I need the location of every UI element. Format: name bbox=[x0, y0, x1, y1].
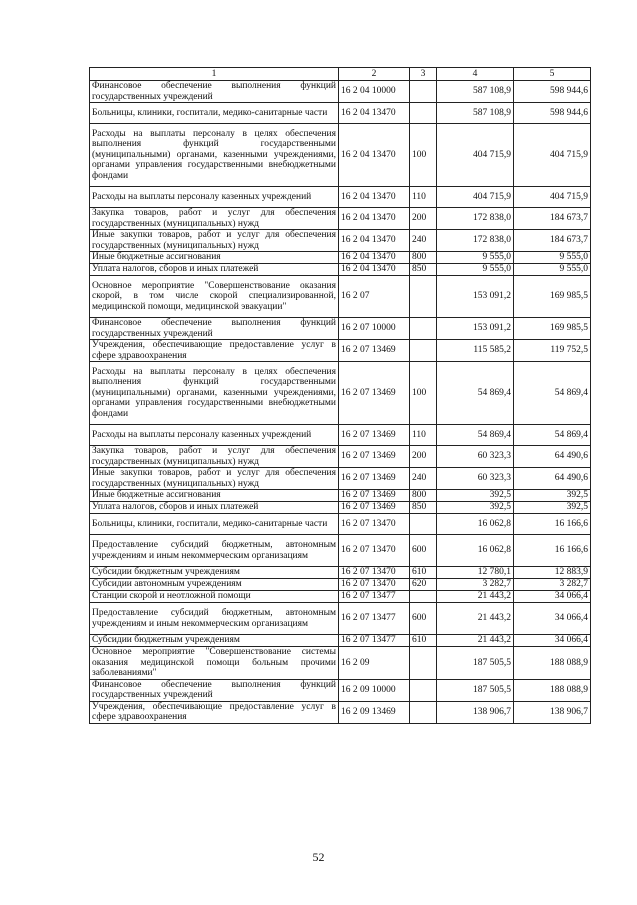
row-code: 16 2 07 13469 bbox=[339, 502, 410, 514]
row-value-col5: 169 985,5 bbox=[514, 276, 591, 318]
row-code: 16 2 04 13470 bbox=[339, 230, 410, 252]
table-row bbox=[90, 502, 591, 514]
row-value-col4: 404 715,9 bbox=[437, 187, 514, 208]
row-expense-type: 600 bbox=[410, 535, 437, 567]
table-row bbox=[90, 208, 591, 230]
row-code: 16 2 04 13470 bbox=[339, 208, 410, 230]
row-value-col4: 138 906,7 bbox=[437, 701, 514, 723]
table-row bbox=[90, 318, 591, 340]
row-code: 16 2 07 bbox=[339, 276, 410, 318]
row-expense-type: 100 bbox=[410, 362, 437, 425]
row-value-col4: 60 323,3 bbox=[437, 446, 514, 468]
row-value-col4: 54 869,4 bbox=[437, 425, 514, 446]
row-expense-type bbox=[410, 340, 437, 362]
table-row bbox=[90, 340, 591, 362]
row-value-col5: 188 088,9 bbox=[514, 647, 591, 680]
row-value-col5: 16 166,6 bbox=[514, 535, 591, 567]
row-code: 16 2 04 13470 bbox=[339, 187, 410, 208]
row-code: 16 2 07 13469 bbox=[339, 446, 410, 468]
table-row bbox=[90, 591, 591, 603]
header-col-5: 5 bbox=[514, 68, 591, 81]
row-expense-type: 850 bbox=[410, 264, 437, 276]
row-value-col5: 9 555,0 bbox=[514, 264, 591, 276]
row-name: Субсидии бюджетным учреждениям bbox=[90, 635, 339, 647]
row-value-col4: 153 091,2 bbox=[437, 276, 514, 318]
row-expense-type: 110 bbox=[410, 187, 437, 208]
row-name: Закупка товаров, работ и услуг для обеспечения государственных (муниципальных) нужд bbox=[90, 208, 339, 230]
row-expense-type bbox=[410, 514, 437, 535]
row-code: 16 2 07 13470 bbox=[339, 579, 410, 591]
table-row bbox=[90, 252, 591, 264]
row-value-col4: 60 323,3 bbox=[437, 468, 514, 490]
row-value-col4: 187 505,5 bbox=[437, 647, 514, 680]
row-name: Финансовое обеспечение выполнения функций государственных учреждений bbox=[90, 318, 339, 340]
row-value-col4: 187 505,5 bbox=[437, 679, 514, 701]
row-name: Иные закупки товаров, работ и услуг для обеспечения государственных (муниципальных) нужд bbox=[90, 468, 339, 490]
row-value-col4: 16 062,8 bbox=[437, 514, 514, 535]
row-name: Иные бюджетные ассигнования bbox=[90, 252, 339, 264]
row-value-col4: 9 555,0 bbox=[437, 252, 514, 264]
budget-table bbox=[89, 67, 591, 724]
row-name: Основное мероприятие "Совершенствование системы оказания медицинской помощи больным прочими заболеваниями" bbox=[90, 647, 339, 680]
row-value-col5: 3 282,7 bbox=[514, 579, 591, 591]
row-value-col5: 392,5 bbox=[514, 490, 591, 502]
row-expense-type: 110 bbox=[410, 425, 437, 446]
table-row bbox=[90, 103, 591, 124]
row-name: Иные закупки товаров, работ и услуг для обеспечения государственных (муниципальных) нужд bbox=[90, 230, 339, 252]
row-expense-type bbox=[410, 276, 437, 318]
row-value-col5: 34 066,4 bbox=[514, 603, 591, 635]
row-expense-type bbox=[410, 647, 437, 680]
row-value-col5: 34 066,4 bbox=[514, 635, 591, 647]
row-code: 16 2 07 13469 bbox=[339, 425, 410, 446]
row-name: Станции скорой и неотложной помощи bbox=[90, 591, 339, 603]
table-row bbox=[90, 264, 591, 276]
row-name: Больницы, клиники, госпитали, медико-санитарные части bbox=[90, 514, 339, 535]
row-value-col4: 21 443,2 bbox=[437, 635, 514, 647]
row-value-col5: 404 715,9 bbox=[514, 124, 591, 187]
row-value-col4: 54 869,4 bbox=[437, 362, 514, 425]
row-name: Финансовое обеспечение выполнения функций государственных учреждений bbox=[90, 81, 339, 103]
table-row bbox=[90, 362, 591, 425]
table-row bbox=[90, 446, 591, 468]
table-row bbox=[90, 579, 591, 591]
row-code: 16 2 07 13477 bbox=[339, 591, 410, 603]
row-value-col4: 21 443,2 bbox=[437, 591, 514, 603]
row-expense-type: 200 bbox=[410, 446, 437, 468]
row-name: Субсидии автономным учреждениям bbox=[90, 579, 339, 591]
row-expense-type: 240 bbox=[410, 468, 437, 490]
row-name: Предоставление субсидий бюджетным, автономным учреждениям и иным некоммерческим организациям bbox=[90, 603, 339, 635]
row-value-col5: 169 985,5 bbox=[514, 318, 591, 340]
row-name: Уплата налогов, сборов и иных платежей bbox=[90, 264, 339, 276]
row-value-col5: 138 906,7 bbox=[514, 701, 591, 723]
row-code: 16 2 09 13469 bbox=[339, 701, 410, 723]
row-name: Учреждения, обеспечивающие предоставление услуг в сфере здравоохранения bbox=[90, 340, 339, 362]
row-value-col5: 184 673,7 bbox=[514, 208, 591, 230]
row-expense-type: 850 bbox=[410, 502, 437, 514]
row-code: 16 2 04 10000 bbox=[339, 81, 410, 103]
row-value-col4: 12 780,1 bbox=[437, 567, 514, 579]
table-row bbox=[90, 635, 591, 647]
row-name: Расходы на выплаты персоналу казенных учреждений bbox=[90, 425, 339, 446]
header-row bbox=[90, 68, 591, 81]
row-value-col5: 12 883,9 bbox=[514, 567, 591, 579]
row-value-col5: 392,5 bbox=[514, 502, 591, 514]
table-row bbox=[90, 425, 591, 446]
row-expense-type bbox=[410, 591, 437, 603]
row-code: 16 2 07 10000 bbox=[339, 318, 410, 340]
row-code: 16 2 07 13469 bbox=[339, 468, 410, 490]
page-number: 52 bbox=[312, 850, 325, 864]
header-col-3: 3 bbox=[410, 68, 437, 81]
table-row bbox=[90, 679, 591, 701]
row-value-col5: 64 490,6 bbox=[514, 468, 591, 490]
row-value-col4: 392,5 bbox=[437, 502, 514, 514]
header-col-4: 4 bbox=[437, 68, 514, 81]
row-expense-type bbox=[410, 679, 437, 701]
table-row bbox=[90, 81, 591, 103]
row-code: 16 2 07 13477 bbox=[339, 635, 410, 647]
row-code: 16 2 07 13470 bbox=[339, 567, 410, 579]
table-row bbox=[90, 603, 591, 635]
row-value-col4: 9 555,0 bbox=[437, 264, 514, 276]
row-expense-type bbox=[410, 701, 437, 723]
row-code: 16 2 07 13470 bbox=[339, 535, 410, 567]
table-row bbox=[90, 490, 591, 502]
row-value-col4: 21 443,2 bbox=[437, 603, 514, 635]
row-expense-type: 610 bbox=[410, 635, 437, 647]
row-code: 16 2 09 10000 bbox=[339, 679, 410, 701]
row-name: Закупка товаров, работ и услуг для обеспечения государственных (муниципальных) нужд bbox=[90, 446, 339, 468]
table-row bbox=[90, 567, 591, 579]
row-value-col4: 172 838,0 bbox=[437, 230, 514, 252]
row-name: Субсидии бюджетным учреждениям bbox=[90, 567, 339, 579]
row-expense-type: 100 bbox=[410, 124, 437, 187]
row-name: Предоставление субсидий бюджетным, автономным учреждениям и иным некоммерческим организациям bbox=[90, 535, 339, 567]
row-expense-type: 240 bbox=[410, 230, 437, 252]
row-code: 16 2 09 bbox=[339, 647, 410, 680]
row-value-col5: 54 869,4 bbox=[514, 362, 591, 425]
row-expense-type: 800 bbox=[410, 252, 437, 264]
row-expense-type bbox=[410, 81, 437, 103]
row-name: Иные бюджетные ассигнования bbox=[90, 490, 339, 502]
row-value-col4: 404 715,9 bbox=[437, 124, 514, 187]
row-expense-type: 800 bbox=[410, 490, 437, 502]
table-row bbox=[90, 124, 591, 187]
row-code: 16 2 07 13469 bbox=[339, 362, 410, 425]
row-value-col5: 404 715,9 bbox=[514, 187, 591, 208]
row-name: Учреждения, обеспечивающие предоставление услуг в сфере здравоохранения bbox=[90, 701, 339, 723]
row-value-col4: 16 062,8 bbox=[437, 535, 514, 567]
row-name: Больницы, клиники, госпитали, медико-санитарные части bbox=[90, 103, 339, 124]
row-code: 16 2 07 13477 bbox=[339, 603, 410, 635]
row-code: 16 2 04 13470 bbox=[339, 252, 410, 264]
table-row bbox=[90, 535, 591, 567]
row-value-col5: 54 869,4 bbox=[514, 425, 591, 446]
row-value-col5: 598 944,6 bbox=[514, 103, 591, 124]
row-code: 16 2 07 13469 bbox=[339, 340, 410, 362]
row-value-col4: 115 585,2 bbox=[437, 340, 514, 362]
row-value-col4: 587 108,9 bbox=[437, 103, 514, 124]
table-row bbox=[90, 187, 591, 208]
table-row bbox=[90, 468, 591, 490]
header-col-1: 1 bbox=[90, 68, 339, 81]
row-expense-type: 610 bbox=[410, 567, 437, 579]
row-code: 16 2 04 13470 bbox=[339, 264, 410, 276]
table-row bbox=[90, 276, 591, 318]
table-row bbox=[90, 647, 591, 680]
row-value-col5: 9 555,0 bbox=[514, 252, 591, 264]
row-expense-type: 600 bbox=[410, 603, 437, 635]
row-expense-type: 200 bbox=[410, 208, 437, 230]
table-row bbox=[90, 230, 591, 252]
row-value-col5: 34 066,4 bbox=[514, 591, 591, 603]
row-name: Финансовое обеспечение выполнения функций государственных учреждений bbox=[90, 679, 339, 701]
row-value-col5: 184 673,7 bbox=[514, 230, 591, 252]
table-row bbox=[90, 701, 591, 723]
row-value-col4: 172 838,0 bbox=[437, 208, 514, 230]
row-name: Расходы на выплаты персоналу в целях обеспечения выполнения функций государственными (муниципальными) органами, казенными учреждениями, органами управления государственными внебюджетными фондами bbox=[90, 124, 339, 187]
row-value-col5: 64 490,6 bbox=[514, 446, 591, 468]
row-value-col4: 587 108,9 bbox=[437, 81, 514, 103]
row-value-col5: 598 944,6 bbox=[514, 81, 591, 103]
table-row bbox=[90, 514, 591, 535]
row-code: 16 2 07 13469 bbox=[339, 490, 410, 502]
row-name: Расходы на выплаты персоналу казенных учреждений bbox=[90, 187, 339, 208]
row-value-col5: 16 166,6 bbox=[514, 514, 591, 535]
row-value-col5: 188 088,9 bbox=[514, 679, 591, 701]
row-expense-type bbox=[410, 318, 437, 340]
header-col-2: 2 bbox=[339, 68, 410, 81]
row-value-col5: 119 752,5 bbox=[514, 340, 591, 362]
row-code: 16 2 04 13470 bbox=[339, 124, 410, 187]
row-name: Расходы на выплаты персоналу в целях обеспечения выполнения функций государственными (муниципальными) органами, казенными учреждениями, органами управления государственными внебюджетными фондами bbox=[90, 362, 339, 425]
row-name: Основное мероприятие "Совершенствование оказания скорой, в том числе скорой специализированной, медицинской помощи, медицинской эвакуации" bbox=[90, 276, 339, 318]
row-value-col4: 3 282,7 bbox=[437, 579, 514, 591]
row-value-col4: 392,5 bbox=[437, 490, 514, 502]
row-name: Уплата налогов, сборов и иных платежей bbox=[90, 502, 339, 514]
row-code: 16 2 07 13470 bbox=[339, 514, 410, 535]
row-expense-type: 620 bbox=[410, 579, 437, 591]
row-value-col4: 153 091,2 bbox=[437, 318, 514, 340]
row-code: 16 2 04 13470 bbox=[339, 103, 410, 124]
row-expense-type bbox=[410, 103, 437, 124]
